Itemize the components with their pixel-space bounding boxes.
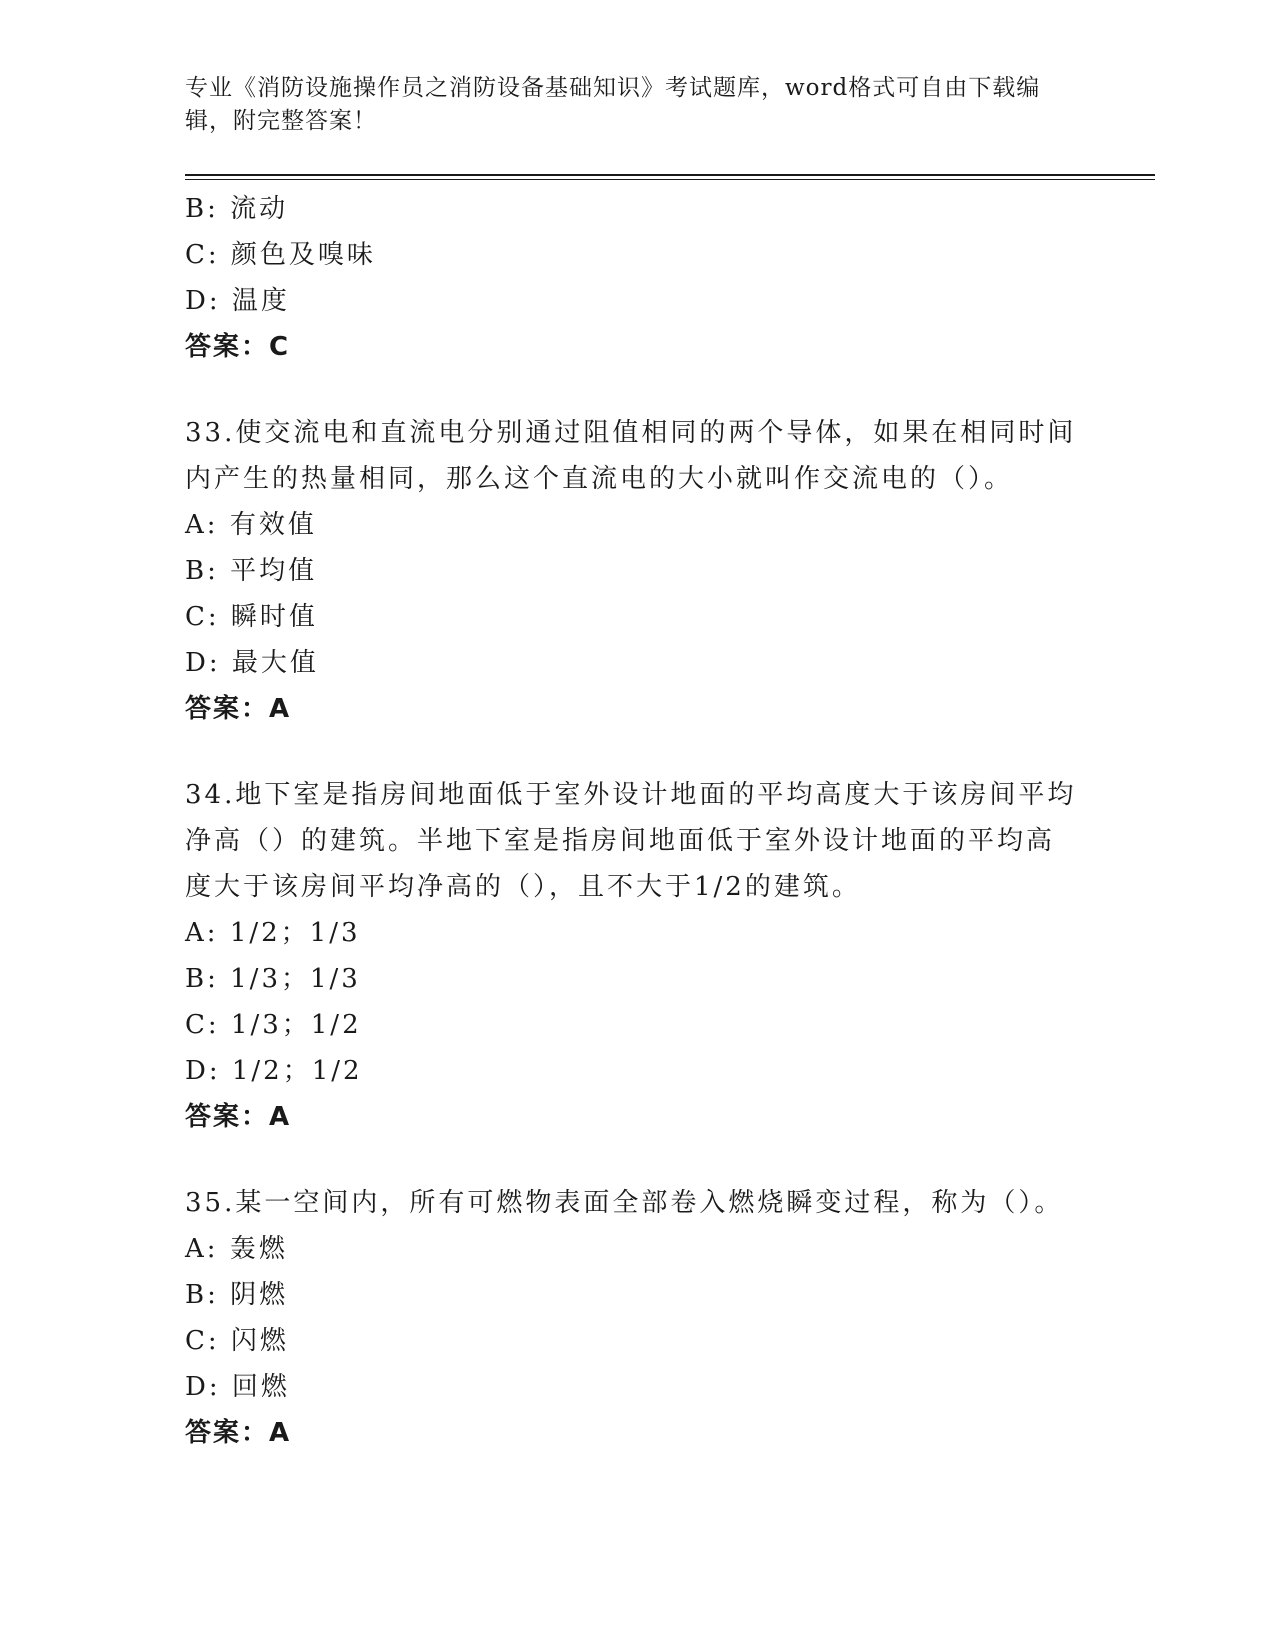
- option-d: [185, 278, 1085, 324]
- header-divider-thick: [185, 174, 1155, 176]
- question-stem-line: 35.某一空间内，所有可燃物表面全部卷入燃烧瞬变过程，称为（）。: [185, 1188, 1064, 1218]
- option-text: 1/3；1/2: [230, 1010, 362, 1040]
- option-text: 回燃: [231, 1372, 290, 1402]
- option-label: D:: [185, 1056, 221, 1086]
- question-stem-line: 内产生的热量相同，那么这个直流电的大小就叫作交流电的（）。: [185, 464, 1014, 494]
- question-stem-line: 34.地下室是指房间地面低于室外设计地面的平均高度大于该房间平均: [185, 780, 1077, 810]
- option-label: C:: [185, 1326, 220, 1356]
- option-b: [185, 1272, 1085, 1318]
- header-title-line-1: 专业《消防设施操作员之消防设备基础知识》考试题库，word格式可自由下载编: [185, 75, 1041, 101]
- option-text: 最大值: [231, 648, 319, 678]
- answer-line: 答案：A: [185, 1418, 292, 1448]
- spacer: [185, 732, 1085, 772]
- question-stem-line: 净高（）的建筑。半地下室是指房间地面低于室外设计地面的平均高: [185, 826, 1056, 856]
- option-d: [185, 1364, 1085, 1410]
- option-label: B:: [185, 194, 219, 224]
- option-c: [185, 1002, 1085, 1048]
- option-c: [185, 1318, 1085, 1364]
- option-label: C:: [185, 240, 220, 270]
- option-a: [185, 502, 1085, 548]
- spacer: [185, 370, 1085, 410]
- option-b: [185, 186, 1085, 232]
- option-c: [185, 232, 1085, 278]
- option-label: D:: [185, 648, 221, 678]
- option-label: A:: [185, 918, 219, 948]
- option-b: [185, 956, 1085, 1002]
- option-d: [185, 1048, 1085, 1094]
- spacer: [185, 1140, 1085, 1180]
- option-text: 1/2；1/2: [231, 1056, 363, 1086]
- answer-line: 答案：C: [185, 332, 291, 362]
- question-stem-line: 度大于该房间平均净高的（），且不大于1/2的建筑。: [185, 872, 861, 902]
- question-stem-line: 33.使交流电和直流电分别通过阻值相同的两个导体，如果在相同时间: [185, 418, 1077, 448]
- question-block-35: [185, 1180, 1085, 1456]
- answer-line: 答案：A: [185, 694, 292, 724]
- option-label: A:: [185, 1234, 219, 1264]
- header-title-line-2: 辑，附完整答案！: [185, 108, 377, 134]
- option-label: C:: [185, 1010, 220, 1040]
- option-label: B:: [185, 964, 219, 994]
- question-list: [185, 186, 1085, 1456]
- option-label: A:: [185, 510, 219, 540]
- question-block-partial: [185, 186, 1085, 370]
- option-a: [185, 1226, 1085, 1272]
- answer-line: 答案：A: [185, 1102, 292, 1132]
- option-text: 平均值: [230, 556, 318, 586]
- option-text: 轰燃: [229, 1234, 288, 1264]
- option-label: D:: [185, 1372, 221, 1402]
- option-text: 闪燃: [230, 1326, 289, 1356]
- option-label: B:: [185, 556, 219, 586]
- question-block-33: [185, 410, 1085, 732]
- option-label: B:: [185, 1280, 219, 1310]
- question-block-34: [185, 772, 1085, 1140]
- option-label: D:: [185, 286, 221, 316]
- header-divider-thin: [185, 179, 1155, 180]
- option-b: [185, 548, 1085, 594]
- option-text: 有效值: [229, 510, 317, 540]
- option-d: [185, 640, 1085, 686]
- option-text: 流动: [230, 194, 289, 224]
- option-text: 颜色及嗅味: [230, 240, 376, 270]
- option-text: 温度: [231, 286, 290, 316]
- document-header: [185, 72, 1065, 138]
- option-label: C:: [185, 602, 220, 632]
- option-c: [185, 594, 1085, 640]
- option-text: 1/2；1/3: [229, 918, 361, 948]
- option-text: 瞬时值: [230, 602, 318, 632]
- option-text: 阴燃: [230, 1280, 289, 1310]
- option-a: [185, 910, 1085, 956]
- option-text: 1/3；1/3: [230, 964, 361, 994]
